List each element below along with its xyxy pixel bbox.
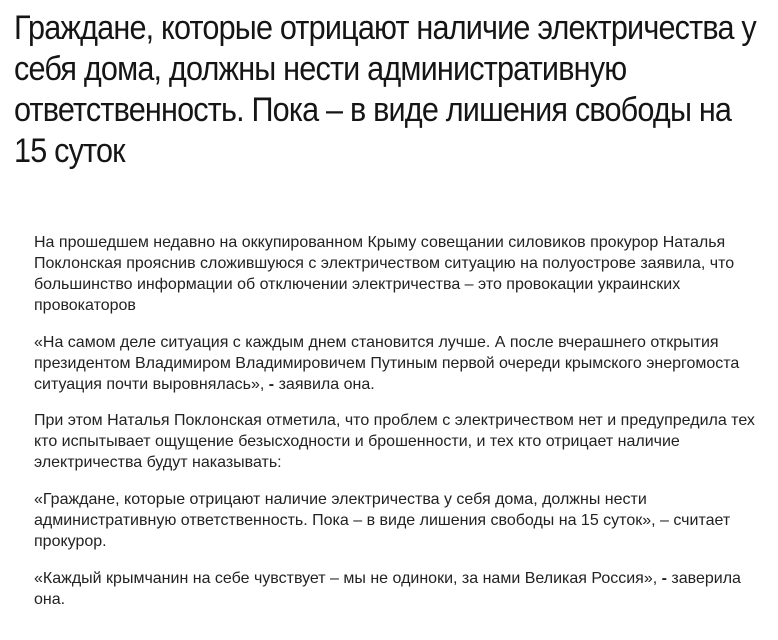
- article-quote-paragraph: «Граждане, которые отрицают наличие электричества у себя дома, должны нести административную ответственность. Пока – в виде лишения свободы на 15 суток», – считает прокурор.: [34, 491, 731, 550]
- article-headline: Граждане, которые отрицают наличие электричества у себя дома, должны нести административную ответственность. Пока – в виде лишения свободы на 15 суток: [14, 9, 756, 170]
- article-paragraph: На прошедшем недавно на оккупированном Крыму совещании силовиков прокурор Наталья Поклонская прояснив сложившуюся с электричеством ситуацию на полуострове заявила, что большинство информации об отключении электричества – это провокации украинских провокаторов: [34, 234, 735, 314]
- quote-dash: -: [268, 376, 275, 393]
- quote-text: «Каждый крымчанин на себе чувствует – мы не одиноки, за нами Великая Россия»,: [34, 570, 658, 587]
- article-quote-paragraph: [34, 332, 774, 395]
- article-paragraph: При этом Наталья Поклонская отметила, что проблем с электричеством нет и предупредила тех кто испытывает ощущение безысходности и брошенности, и тех кто отрицает наличие электричества будут наказывать:: [34, 412, 755, 471]
- article-body: [34, 232, 774, 626]
- quote-text: «На самом деле ситуация с каждым днем становится лучше. А после вчерашнего открытия президентом Владимиром Владимировичем Путиным первой очереди крымского энергомоста ситуация почти выровнялась»,: [34, 334, 740, 393]
- quote-attribution: заявила она.: [278, 376, 375, 393]
- article-quote-paragraph: [34, 568, 774, 610]
- quote-attribution: заверила она.: [34, 570, 741, 608]
- quote-dash: -: [661, 570, 667, 587]
